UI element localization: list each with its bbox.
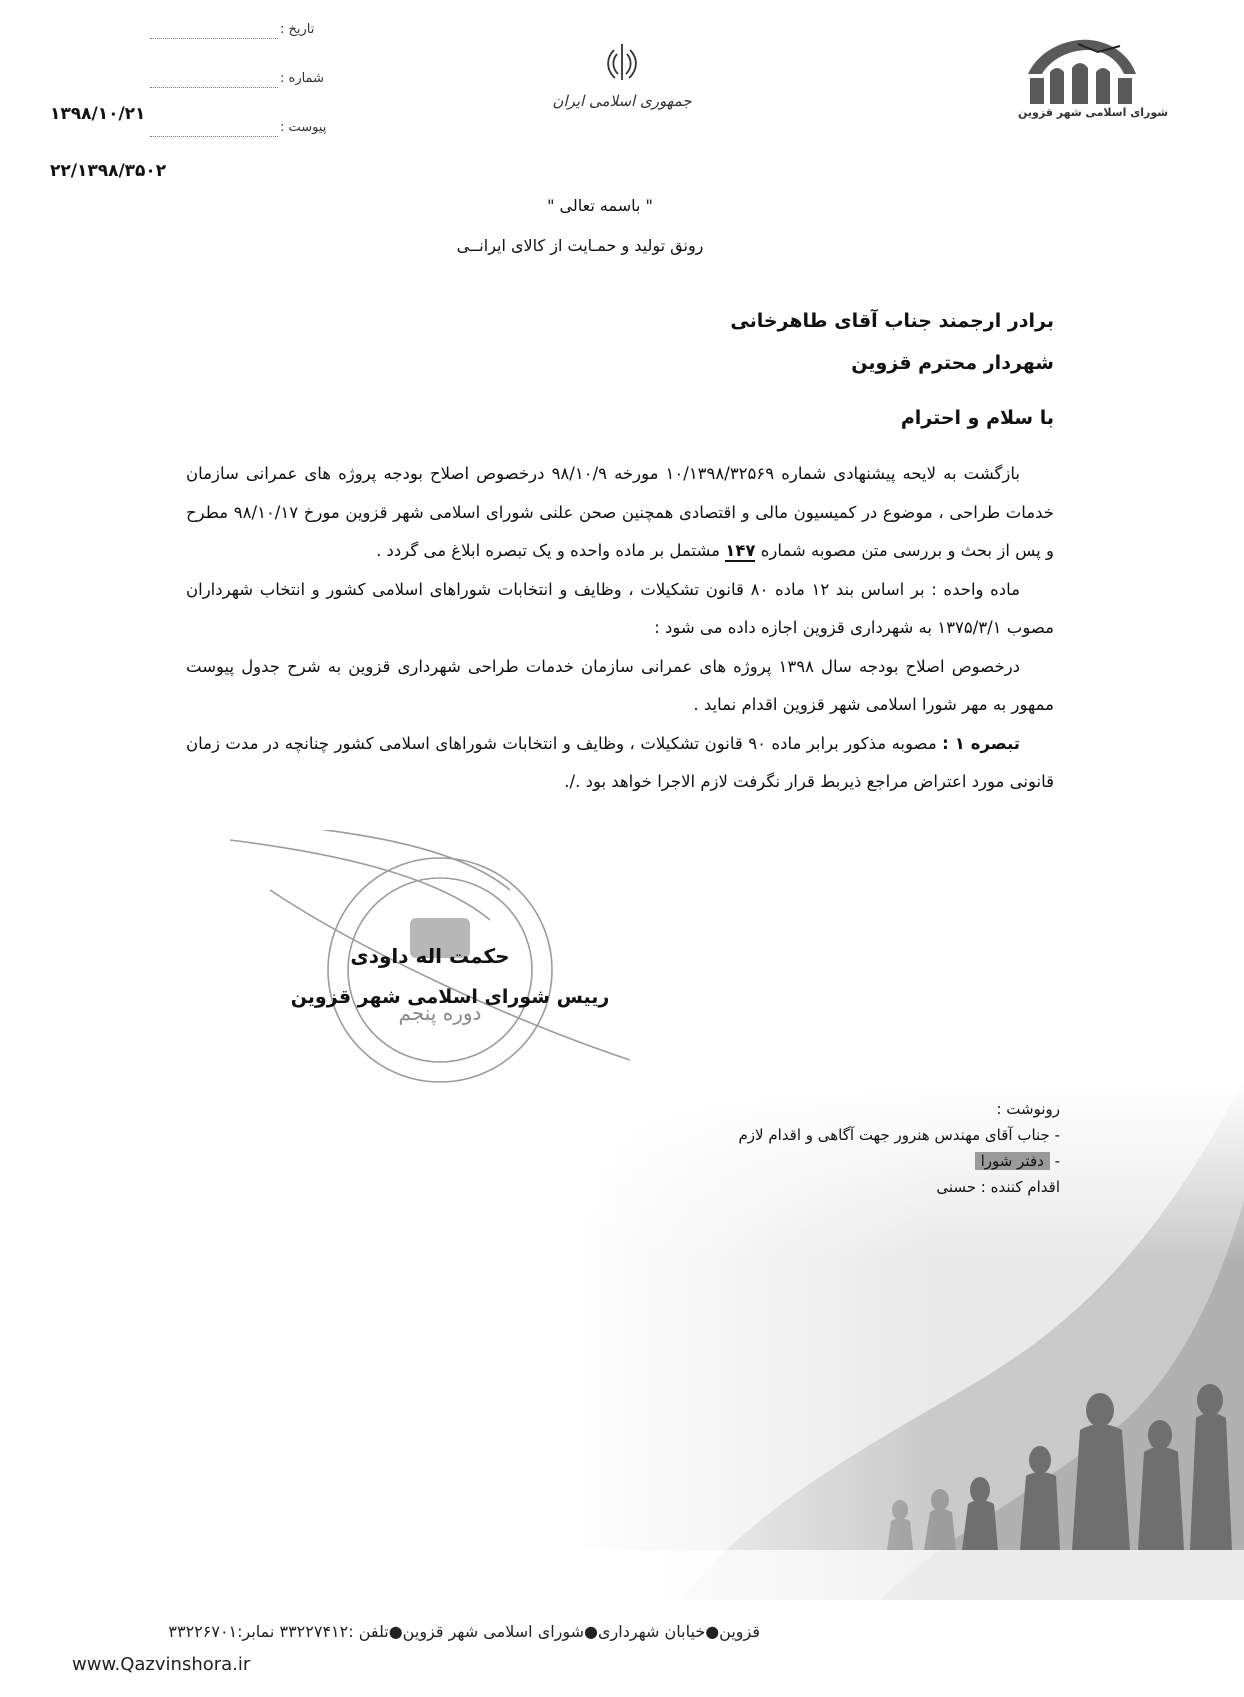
attachment-label: پیوست :	[280, 120, 327, 135]
paragraph-2: ماده واحده : بر اساس بند ۱۲ ماده ۸۰ قانون تشکیلات ، وظایف و انتخابات شوراهای اسلامی کشور و انتخاب شهرداران مصوب ۱۳۷۵/۳/۱ به شهرداری قزوین اجازه داده می شود :	[186, 579, 1054, 637]
paragraph-1-end: مشتمل بر ماده واحده و یک تبصره ابلاغ می گردد .	[376, 541, 721, 560]
cc-block	[560, 1096, 1060, 1200]
cc-item-1: - جناب آقای مهندس هنرور جهت آگاهی و اقدام لازم	[738, 1126, 1060, 1144]
note-label: تبصره ۱ :	[942, 733, 1020, 753]
emblem-text: جمهوری اسلامی ایران	[552, 92, 692, 110]
number-line	[150, 87, 278, 88]
iran-emblem-icon	[602, 40, 642, 84]
greeting: با سلام و احترام	[900, 407, 1054, 429]
date-value: ۱۳۹۸/۱۰/۲۱	[50, 104, 146, 124]
cc-item-2-dash: -	[1054, 1152, 1060, 1170]
resolution-number: ۱۴۷	[725, 541, 756, 560]
slogan: رونق تولید و حمـایت از کالای ایرانــی	[456, 236, 704, 255]
number-value: ۲۲/۱۳۹۸/۳۵۰۲	[50, 161, 167, 181]
recipient-line-1: برادر ارجمند جناب آقای طاهرخانی	[730, 310, 1054, 332]
letter-body	[186, 455, 1054, 802]
stamp-sub-text: دوره پنجم	[398, 1001, 482, 1025]
invocation: " باسمه تعالی "	[547, 196, 653, 215]
attachment-line	[150, 136, 278, 137]
council-stamp-image	[210, 830, 650, 1120]
cc-actor: اقدام کننده : حسنی	[936, 1178, 1060, 1196]
cc-item-2	[560, 1148, 1060, 1174]
council-logo-icon	[1020, 34, 1142, 106]
paragraph-1-text: بازگشت به لایحه پیشنهادی شماره ۱۰/۱۳۹۸/۳۲۵۶۹ مورخه ۹۸/۱۰/۹ درخصوص اصلاح بودجه پروژه های عمرانی سازمان خدمات طراحی ، موضوع در کمیسیون مالی و اقتصادی همچنین صحن علنی شورای اسلامی شهر قزوین مورخ ۹۸/۱۰/۱۷ مطرح و پس از بحث و بررسی متن مصوبه شماره	[186, 464, 1055, 560]
date-line	[150, 38, 278, 39]
logo-caption: شورای اسلامی شهر قزوین	[1018, 106, 1169, 119]
date-label: تاریخ :	[280, 22, 315, 37]
paragraph-3: درخصوص اصلاح بودجه سال ۱۳۹۸ پروژه های عمرانی سازمان خدمات طراحی شهرداری قزوین به شرح جدول پیوست ممهور به مهر شورا اسلامی شهر قزوین اقدام نماید .	[186, 656, 1054, 714]
paragraph-note	[186, 725, 1054, 802]
number-label: شماره :	[280, 71, 324, 86]
cc-item-2-text: دفتر شورا	[975, 1152, 1050, 1170]
paragraph-1	[186, 455, 1054, 571]
note-text: مصوبه مذکور برابر ماده ۹۰ قانون تشکیلات ، وظایف و انتخابات شوراهای اسلامی کشور چنانچه در مدت زمان قانونی مورد اعتراض مراجع ذیربط قرار نگرفت لازم الاجرا خواهد بود ./.	[186, 733, 1054, 791]
cc-label: رونوشت :	[996, 1100, 1060, 1118]
signer-name: حکمت اله داودی	[350, 944, 510, 968]
recipient-line-2: شهردار محترم قزوین	[851, 352, 1054, 374]
signer-title: رییس شورای اسلامی شهر قزوین	[290, 986, 610, 1008]
footer-address: قزوین●خیابان شهرداری●شورای اسلامی شهر قزوین●تلفن :۳۳۲۲۷۴۱۲ نمابر:۳۳۲۲۶۷۰۱	[168, 1622, 760, 1641]
footer-website[interactable]: www.Qazvinshora.ir	[72, 1654, 251, 1675]
